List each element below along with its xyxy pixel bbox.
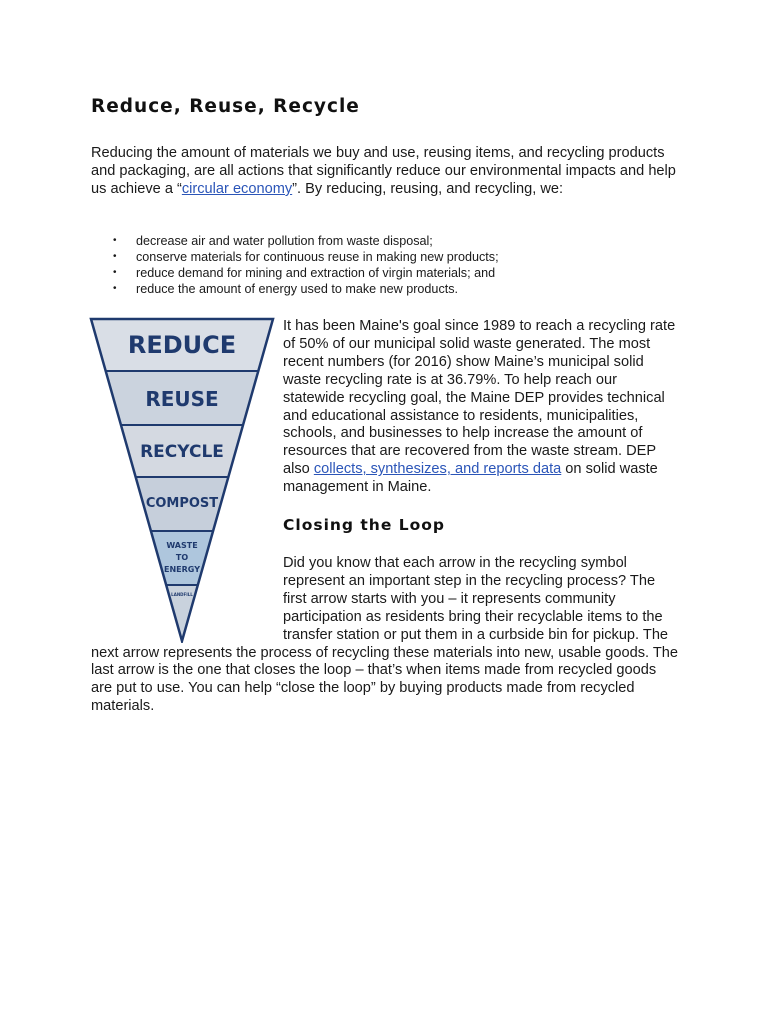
circular-economy-link[interactable]: circular economy <box>181 181 293 197</box>
solid-waste-data-link[interactable]: collects, synthesizes, and reports data <box>313 461 562 478</box>
tier-label-recycle: RECYCLE <box>140 442 224 462</box>
section-heading-closing-the-loop: Closing the Loop <box>283 516 446 535</box>
list-item <box>91 233 681 249</box>
intro-text-before: Reducing the amount of materials we buy and use, reusing items, and recycling products and packaging, are all actions that significantly reduce our environmental impacts and help us achieve a “ <box>91 145 676 197</box>
funnel-spacer <box>91 318 283 644</box>
main-text-flow <box>91 318 681 716</box>
bullet-icon: • <box>113 235 117 246</box>
goal-text-after: on solid waste management in Maine. <box>283 461 658 496</box>
list-item <box>91 265 681 281</box>
tier-label-energy: ENERGY <box>164 565 200 574</box>
list-item-text: reduce demand for mining and extraction of virgin materials; and <box>136 266 496 280</box>
goal-text-before: It has been Maine's goal since 1989 to reach a recycling rate of 50% of our municipal solid waste generated. The most recent numbers (for 2016) show Maine’s municipal solid waste recycling rate is at 36.79%. To help reach our statewide recycling goal, the Maine DEP provides technical and educational assistance to residents, municipalities, schools, and businesses to help increase the amount of resources that are recovered from the waste stream. DEP also <box>283 318 676 478</box>
page-title: Reduce, Reuse, Recycle <box>91 96 360 117</box>
benefits-list <box>91 233 681 297</box>
tier-label-compost: COMPOST <box>145 496 219 511</box>
tier-label-reuse: REUSE <box>145 387 219 411</box>
bullet-icon: • <box>113 267 117 278</box>
intro-paragraph <box>91 144 681 198</box>
bullet-icon: • <box>113 251 117 262</box>
loop-paragraph: Did you know that each arrow in the recycling symbol represent an important step in the recycling process? The first arrow starts with you – it represents community participation as residents bring their recyclable items to the transfer station or put them in a curbside bin for pickup. The next arrow represents the process of recycling these materials into new, usable goods. The last arrow is the one that closes the loop – that’s when items made from recycled goods are put to use. You can help “close the loop” by buying products made from recycled materials. <box>91 554 679 715</box>
intro-text-after: ”. By reducing, reusing, and recycling, we: <box>292 181 564 197</box>
tier-label-reduce: REDUCE <box>127 331 237 359</box>
bullet-icon: • <box>113 283 117 294</box>
tier-label-waste: WASTE <box>166 541 198 550</box>
list-item <box>91 281 681 297</box>
list-item-text: decrease air and water pollution from waste disposal; <box>136 234 433 248</box>
list-item <box>91 249 681 265</box>
tier-label-to: TO <box>175 553 189 562</box>
tier-label-landfill: LANDFILL <box>171 592 193 597</box>
list-item-text: conserve materials for continuous reuse in making new products; <box>136 250 499 264</box>
list-item-text: reduce the amount of energy used to make new products. <box>136 282 459 296</box>
